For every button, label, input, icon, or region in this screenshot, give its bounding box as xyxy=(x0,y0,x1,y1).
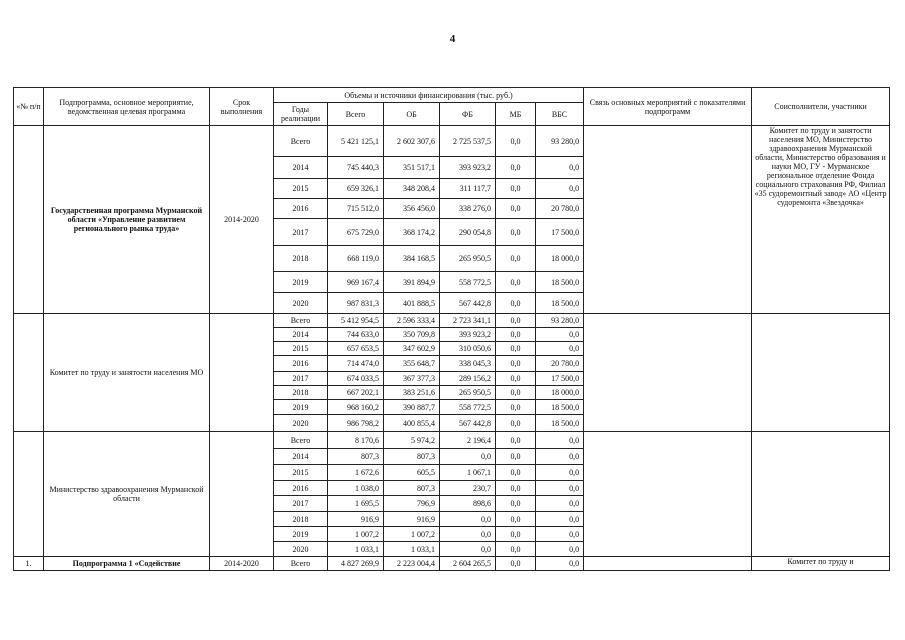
cell-vbs: 0,0 xyxy=(536,432,584,449)
cell-vbs: 18 500,0 xyxy=(536,293,584,314)
cell-total: 659 326,1 xyxy=(328,179,384,199)
cell-total: 5 421 125,1 xyxy=(328,126,384,157)
cell-vbs: 0,0 xyxy=(536,481,584,496)
cell-ob: 5 974,2 xyxy=(384,432,440,449)
cell-fb: 338 045,3 xyxy=(440,356,496,372)
cell-vbs: 18 000,0 xyxy=(536,246,584,272)
cell-y: 2019 xyxy=(274,272,328,293)
row-num xyxy=(14,314,44,432)
header-program: Подпрограмма, основное мероприятие, ведомственная целевая программа xyxy=(44,88,210,126)
cell-fb: 0,0 xyxy=(440,542,496,557)
cell-y: Всего xyxy=(274,432,328,449)
cell-vbs: 18 500,0 xyxy=(536,400,584,415)
cell-mb: 0,0 xyxy=(496,496,536,512)
cell-mb: 0,0 xyxy=(496,542,536,557)
cell-y: 2019 xyxy=(274,400,328,415)
cell-y: 2018 xyxy=(274,246,328,272)
cell-mb: 0,0 xyxy=(496,465,536,481)
header-vbs: ВБС xyxy=(536,103,584,126)
cell-mb: 0,0 xyxy=(496,328,536,342)
cell-total: 675 729,0 xyxy=(328,219,384,246)
header-fb: ФБ xyxy=(440,103,496,126)
cell-ob: 605,5 xyxy=(384,465,440,481)
cell-y: 2020 xyxy=(274,293,328,314)
cell-mb: 0,0 xyxy=(496,157,536,179)
cell-fb: 558 772,5 xyxy=(440,400,496,415)
cell-fb: 567 442,8 xyxy=(440,293,496,314)
cell-mb: 0,0 xyxy=(496,272,536,293)
cell-vbs: 18 500,0 xyxy=(536,272,584,293)
cell-total: 1 695,5 xyxy=(328,496,384,512)
term: 2014-2020 xyxy=(210,557,274,571)
cell-ob: 391 894,9 xyxy=(384,272,440,293)
header-funding: Объемы и источники финансирования (тыс. руб.) xyxy=(274,88,584,103)
cell-ob: 356 456,0 xyxy=(384,199,440,219)
header-mb: МБ xyxy=(496,103,536,126)
cell-y: 2015 xyxy=(274,465,328,481)
cell-total: 916,9 xyxy=(328,512,384,527)
cell-fb: 289 156,2 xyxy=(440,372,496,386)
link-cell xyxy=(584,126,752,314)
cell-y: 2018 xyxy=(274,512,328,527)
cell-fb: 567 442,8 xyxy=(440,415,496,432)
cell-y: 2016 xyxy=(274,481,328,496)
cell-total: 667 202,1 xyxy=(328,386,384,400)
cell-mb: 0,0 xyxy=(496,386,536,400)
cell-y: 2020 xyxy=(274,415,328,432)
cell-total: 986 798,2 xyxy=(328,415,384,432)
cell-y: 2014 xyxy=(274,449,328,465)
row-num xyxy=(14,126,44,314)
cell-vbs: 93 280,0 xyxy=(536,126,584,157)
page-number: 4 xyxy=(449,33,456,45)
header-num: «№ п/п xyxy=(14,88,44,126)
cell-total: 1 033,1 xyxy=(328,542,384,557)
cell-fb: 2 604 265,5 xyxy=(440,557,496,571)
cell-total: 807,3 xyxy=(328,449,384,465)
cell-ob: 368 174,2 xyxy=(384,219,440,246)
executors xyxy=(752,432,890,557)
table-row xyxy=(14,557,890,571)
cell-vbs: 17 500,0 xyxy=(536,219,584,246)
cell-vbs: 0,0 xyxy=(536,179,584,199)
cell-mb: 0,0 xyxy=(496,126,536,157)
cell-vbs: 0,0 xyxy=(536,449,584,465)
cell-total: 1 007,2 xyxy=(328,527,384,542)
cell-vbs: 20 780,0 xyxy=(536,199,584,219)
cell-y: 2014 xyxy=(274,328,328,342)
header-executors: Соисполнители, участники xyxy=(752,88,890,126)
cell-vbs: 93 280,0 xyxy=(536,314,584,328)
cell-fb: 290 054,8 xyxy=(440,219,496,246)
cell-ob: 355 648,7 xyxy=(384,356,440,372)
cell-y: Всего xyxy=(274,314,328,328)
term: 2014-2020 xyxy=(210,126,274,314)
cell-fb: 393 923,2 xyxy=(440,328,496,342)
cell-total: 1 038,0 xyxy=(328,481,384,496)
cell-y: 2014 xyxy=(274,157,328,179)
cell-total: 745 440,3 xyxy=(328,157,384,179)
cell-vbs: 18 500,0 xyxy=(536,415,584,432)
cell-mb: 0,0 xyxy=(496,512,536,527)
cell-total: 714 474,0 xyxy=(328,356,384,372)
financing-table xyxy=(13,87,890,571)
cell-total: 715 512,0 xyxy=(328,199,384,219)
table-body xyxy=(14,126,890,571)
program-name: Министерство здравоохранения Мурманской области xyxy=(44,432,210,557)
cell-total: 668 119,0 xyxy=(328,246,384,272)
cell-ob: 347 602,9 xyxy=(384,342,440,356)
cell-ob: 807,3 xyxy=(384,481,440,496)
cell-vbs: 18 000,0 xyxy=(536,386,584,400)
cell-ob: 2 223 004,4 xyxy=(384,557,440,571)
cell-mb: 0,0 xyxy=(496,342,536,356)
cell-ob: 2 602 307,6 xyxy=(384,126,440,157)
cell-y: 2016 xyxy=(274,199,328,219)
cell-fb: 265 950,5 xyxy=(440,246,496,272)
executors: Комитет по труду и xyxy=(752,557,890,571)
link-cell xyxy=(584,432,752,557)
program-name: Подпрограмма 1 «Содействие xyxy=(44,557,210,571)
cell-y: 2018 xyxy=(274,386,328,400)
cell-mb: 0,0 xyxy=(496,415,536,432)
cell-ob: 351 517,1 xyxy=(384,157,440,179)
cell-fb: 898,6 xyxy=(440,496,496,512)
cell-ob: 400 855,4 xyxy=(384,415,440,432)
term xyxy=(210,432,274,557)
header-total: Всего xyxy=(328,103,384,126)
cell-mb: 0,0 xyxy=(496,246,536,272)
cell-vbs: 0,0 xyxy=(536,157,584,179)
cell-mb: 0,0 xyxy=(496,481,536,496)
cell-y: Всего xyxy=(274,126,328,157)
cell-fb: 0,0 xyxy=(440,527,496,542)
cell-y: 2019 xyxy=(274,527,328,542)
table-row xyxy=(14,126,890,157)
cell-vbs: 0,0 xyxy=(536,557,584,571)
cell-mb: 0,0 xyxy=(496,293,536,314)
cell-total: 5 412 954,5 xyxy=(328,314,384,328)
header-term: Срок выполнения xyxy=(210,88,274,126)
cell-mb: 0,0 xyxy=(496,372,536,386)
cell-vbs: 20 780,0 xyxy=(536,356,584,372)
cell-y: 2017 xyxy=(274,219,328,246)
cell-fb: 2 723 341,1 xyxy=(440,314,496,328)
table-row xyxy=(14,432,890,449)
cell-ob: 350 709,8 xyxy=(384,328,440,342)
cell-ob: 1 033,1 xyxy=(384,542,440,557)
cell-vbs: 0,0 xyxy=(536,342,584,356)
cell-vbs: 0,0 xyxy=(536,328,584,342)
cell-fb: 1 067,1 xyxy=(440,465,496,481)
cell-fb: 265 950,5 xyxy=(440,386,496,400)
cell-mb: 0,0 xyxy=(496,356,536,372)
link-cell xyxy=(584,314,752,432)
cell-ob: 348 208,4 xyxy=(384,179,440,199)
cell-total: 1 672,6 xyxy=(328,465,384,481)
cell-mb: 0,0 xyxy=(496,449,536,465)
cell-fb: 230,7 xyxy=(440,481,496,496)
term xyxy=(210,314,274,432)
cell-mb: 0,0 xyxy=(496,314,536,328)
header-ob: ОБ xyxy=(384,103,440,126)
cell-mb: 0,0 xyxy=(496,527,536,542)
cell-mb: 0,0 xyxy=(496,400,536,415)
header-years: Годы реализации xyxy=(274,103,328,126)
cell-fb: 0,0 xyxy=(440,449,496,465)
cell-ob: 367 377,3 xyxy=(384,372,440,386)
cell-ob: 807,3 xyxy=(384,449,440,465)
cell-ob: 2 596 333,4 xyxy=(384,314,440,328)
cell-fb: 558 772,5 xyxy=(440,272,496,293)
cell-mb: 0,0 xyxy=(496,557,536,571)
cell-fb: 311 117,7 xyxy=(440,179,496,199)
row-num xyxy=(14,432,44,557)
cell-y: Всего xyxy=(274,557,328,571)
executors: Комитет по труду и занятости населения МО, Министерство здравоохранения Мурманской области, Министерство образования и науки МО, ГУ - Мурманское региональное отделение Фонда социального страхования РФ, Филиал «35 судоремонтный завод» АО «Центр судоремонта «Звездочка» xyxy=(752,126,890,314)
cell-total: 744 633,0 xyxy=(328,328,384,342)
executors xyxy=(752,314,890,432)
cell-vbs: 0,0 xyxy=(536,496,584,512)
cell-mb: 0,0 xyxy=(496,432,536,449)
cell-y: 2015 xyxy=(274,342,328,356)
cell-total: 657 653,5 xyxy=(328,342,384,356)
cell-total: 969 167,4 xyxy=(328,272,384,293)
cell-y: 2017 xyxy=(274,372,328,386)
cell-y: 2016 xyxy=(274,356,328,372)
table-row xyxy=(14,314,890,328)
cell-ob: 1 007,2 xyxy=(384,527,440,542)
cell-mb: 0,0 xyxy=(496,179,536,199)
cell-ob: 916,9 xyxy=(384,512,440,527)
cell-mb: 0,0 xyxy=(496,219,536,246)
cell-vbs: 0,0 xyxy=(536,542,584,557)
cell-fb: 310 050,6 xyxy=(440,342,496,356)
cell-total: 987 831,3 xyxy=(328,293,384,314)
cell-y: 2020 xyxy=(274,542,328,557)
cell-fb: 2 725 537,5 xyxy=(440,126,496,157)
cell-total: 4 827 269,9 xyxy=(328,557,384,571)
program-name: Государственная программа Мурманской области «Управление развитием регионального рынка труда» xyxy=(44,126,210,314)
cell-total: 674 033,5 xyxy=(328,372,384,386)
header-link: Связь основных мероприятий с показателями подпрограмм xyxy=(584,88,752,126)
cell-y: 2015 xyxy=(274,179,328,199)
cell-ob: 401 888,5 xyxy=(384,293,440,314)
cell-total: 968 160,2 xyxy=(328,400,384,415)
cell-y: 2017 xyxy=(274,496,328,512)
cell-fb: 2 196,4 xyxy=(440,432,496,449)
cell-vbs: 0,0 xyxy=(536,465,584,481)
cell-ob: 383 251,6 xyxy=(384,386,440,400)
cell-fb: 0,0 xyxy=(440,512,496,527)
cell-vbs: 0,0 xyxy=(536,527,584,542)
cell-total: 8 170,6 xyxy=(328,432,384,449)
cell-mb: 0,0 xyxy=(496,199,536,219)
cell-ob: 390 887,7 xyxy=(384,400,440,415)
cell-vbs: 17 500,0 xyxy=(536,372,584,386)
cell-ob: 796,9 xyxy=(384,496,440,512)
program-name: Комитет по труду и занятости населения МО xyxy=(44,314,210,432)
link-cell xyxy=(584,557,752,571)
row-num: 1. xyxy=(14,557,44,571)
cell-fb: 393 923,2 xyxy=(440,157,496,179)
cell-vbs: 0,0 xyxy=(536,512,584,527)
cell-fb: 338 276,0 xyxy=(440,199,496,219)
cell-ob: 384 168,5 xyxy=(384,246,440,272)
